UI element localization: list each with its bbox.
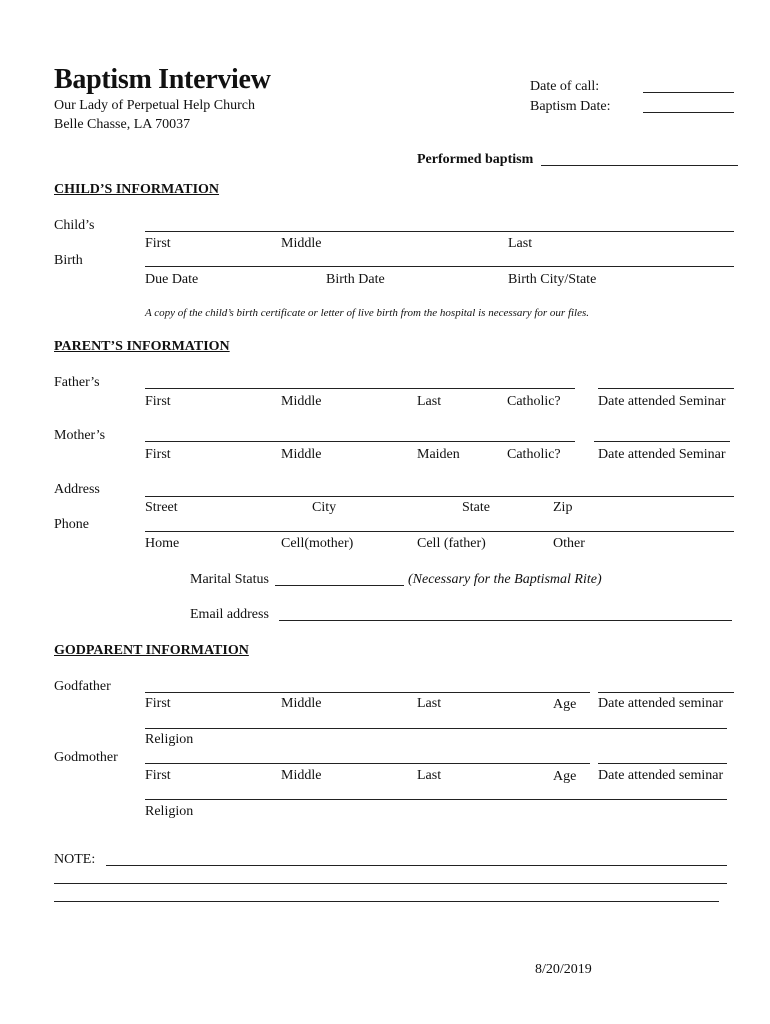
baptism-date-label: Baptism Date: bbox=[530, 99, 611, 114]
email-address-label: Email address bbox=[190, 607, 269, 622]
father-middle-label: Middle bbox=[281, 394, 322, 409]
mother-middle-label: Middle bbox=[281, 447, 322, 462]
godmother-age-label: Age bbox=[553, 769, 577, 784]
fathers-label: Father’s bbox=[54, 375, 100, 390]
child-last-label: Last bbox=[508, 236, 533, 251]
godfather-seminar-field[interactable] bbox=[598, 692, 734, 693]
godmother-first-label: First bbox=[145, 768, 171, 783]
child-name-field[interactable] bbox=[145, 231, 734, 232]
home-phone-label: Home bbox=[145, 536, 180, 551]
note-line-1[interactable] bbox=[106, 865, 727, 866]
childs-label: Child’s bbox=[54, 218, 95, 233]
phone-field[interactable] bbox=[145, 531, 734, 532]
godfather-seminar-label: Date attended seminar bbox=[598, 696, 724, 711]
godmother-religion-label: Religion bbox=[145, 804, 194, 819]
note-label: NOTE: bbox=[54, 852, 96, 867]
godfather-religion-label: Religion bbox=[145, 732, 194, 747]
godfather-religion-field[interactable] bbox=[145, 728, 727, 729]
birth-label: Birth bbox=[54, 253, 83, 268]
date-of-call-field[interactable] bbox=[643, 92, 734, 93]
date-of-call-label: Date of call: bbox=[530, 79, 600, 94]
note-line-3[interactable] bbox=[54, 901, 719, 902]
father-catholic-label: Catholic? bbox=[507, 394, 561, 409]
godfather-age-label: Age bbox=[553, 697, 577, 712]
address-label: Address bbox=[54, 482, 100, 497]
godmother-last-label: Last bbox=[417, 768, 442, 783]
godfather-first-label: First bbox=[145, 696, 171, 711]
city-label: City bbox=[312, 500, 337, 515]
zip-label: Zip bbox=[553, 500, 573, 515]
due-date-label: Due Date bbox=[145, 272, 199, 287]
childs-information-heading: CHILD’S INFORMATION bbox=[54, 182, 220, 197]
godmother-name-field[interactable] bbox=[145, 763, 590, 764]
page-title: Baptism Interview bbox=[54, 64, 271, 95]
godmother-seminar-label: Date attended seminar bbox=[598, 768, 724, 783]
church-address: Belle Chasse, LA 70037 bbox=[54, 117, 191, 132]
child-first-label: First bbox=[145, 236, 171, 251]
mother-name-field[interactable] bbox=[145, 441, 575, 442]
father-first-label: First bbox=[145, 394, 171, 409]
child-middle-label: Middle bbox=[281, 236, 322, 251]
godfather-last-label: Last bbox=[417, 696, 442, 711]
phone-label: Phone bbox=[54, 517, 89, 532]
street-label: Street bbox=[145, 500, 178, 515]
mother-seminar-label: Date attended Seminar bbox=[598, 447, 726, 462]
marital-status-label: Marital Status bbox=[190, 572, 269, 587]
mothers-label: Mother’s bbox=[54, 428, 106, 443]
performed-baptism-field[interactable] bbox=[541, 165, 738, 166]
birth-date-label: Birth Date bbox=[326, 272, 385, 287]
child-birth-field[interactable] bbox=[145, 266, 734, 267]
state-label: State bbox=[462, 500, 490, 515]
cell-father-label: Cell (father) bbox=[417, 536, 486, 551]
mother-seminar-field[interactable] bbox=[594, 441, 730, 442]
parents-information-heading: PARENT’S INFORMATION bbox=[54, 339, 230, 354]
note-line-2[interactable] bbox=[54, 883, 727, 884]
godmother-middle-label: Middle bbox=[281, 768, 322, 783]
godparent-information-heading: GODPARENT INFORMATION bbox=[54, 643, 249, 658]
performed-baptism-label: Performed baptism bbox=[417, 152, 534, 167]
revision-date: 8/20/2019 bbox=[535, 962, 592, 977]
marital-status-field[interactable] bbox=[275, 585, 404, 586]
mother-maiden-label: Maiden bbox=[417, 447, 460, 462]
godfather-middle-label: Middle bbox=[281, 696, 322, 711]
godmother-label: Godmother bbox=[54, 750, 118, 765]
marital-status-note: (Necessary for the Baptismal Rite) bbox=[408, 572, 602, 587]
birth-city-state-label: Birth City/State bbox=[508, 272, 597, 287]
godmother-religion-field[interactable] bbox=[145, 799, 727, 800]
godfather-label: Godfather bbox=[54, 679, 111, 694]
mother-first-label: First bbox=[145, 447, 171, 462]
birth-certificate-note: A copy of the child’s birth certificate or letter of live birth from the hospital is necessary for our files. bbox=[145, 307, 590, 319]
father-seminar-field[interactable] bbox=[598, 388, 734, 389]
father-name-field[interactable] bbox=[145, 388, 575, 389]
cell-mother-label: Cell(mother) bbox=[281, 536, 354, 551]
mother-catholic-label: Catholic? bbox=[507, 447, 561, 462]
email-address-field[interactable] bbox=[279, 620, 732, 621]
father-seminar-label: Date attended Seminar bbox=[598, 394, 726, 409]
baptism-date-field[interactable] bbox=[643, 112, 734, 113]
address-field[interactable] bbox=[145, 496, 734, 497]
other-phone-label: Other bbox=[553, 536, 585, 551]
father-last-label: Last bbox=[417, 394, 442, 409]
godfather-name-field[interactable] bbox=[145, 692, 590, 693]
church-name: Our Lady of Perpetual Help Church bbox=[54, 98, 255, 113]
godmother-seminar-field[interactable] bbox=[598, 763, 727, 764]
